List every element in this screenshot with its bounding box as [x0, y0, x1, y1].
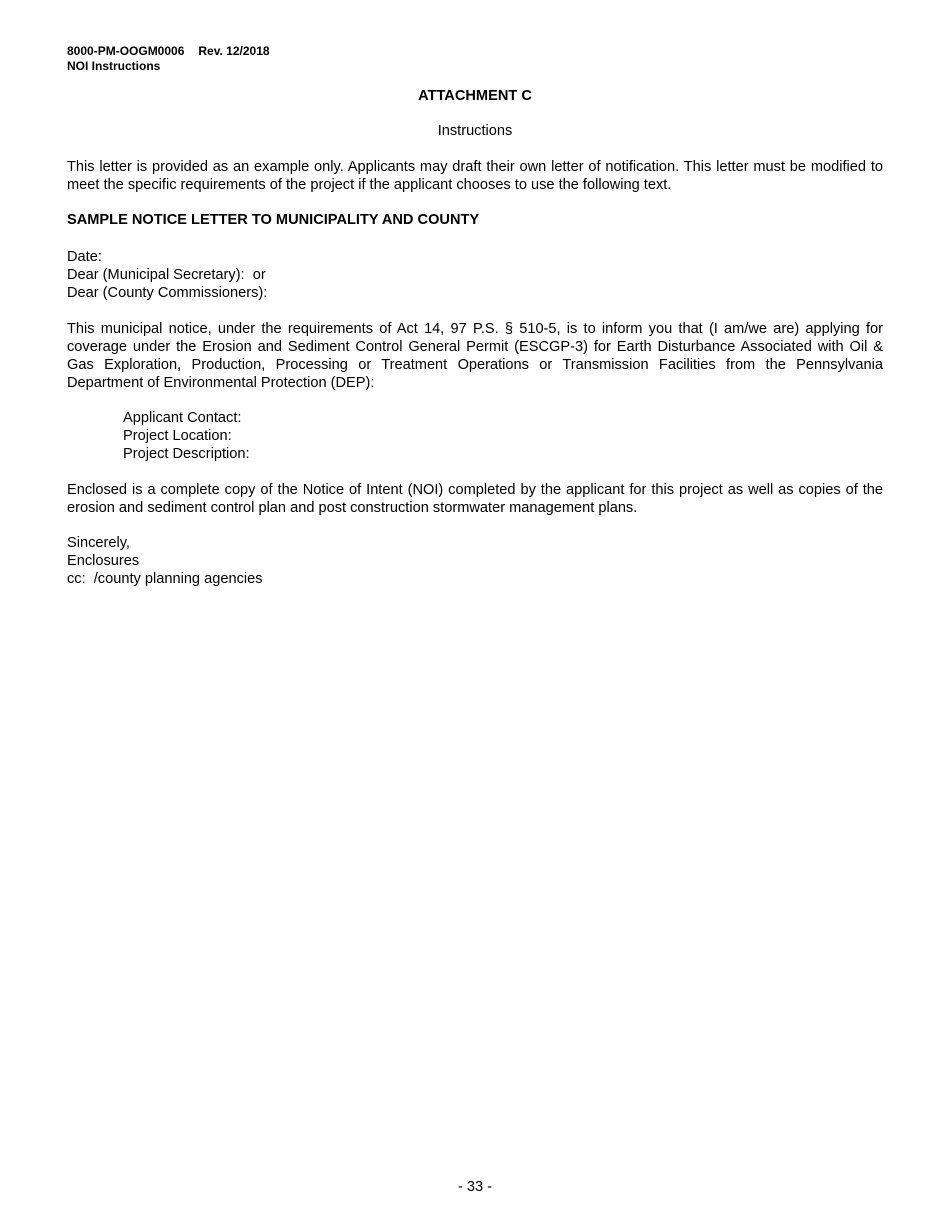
- form-number: 8000-PM-OOGM0006: [67, 44, 185, 58]
- intro-paragraph: This letter is provided as an example only. Applicants may draft their own letter of notification. This letter must be modified to meet the specific requirements of the project if the applicant chooses to use the following text.: [67, 159, 883, 193]
- page-subtitle: Instructions: [437, 123, 513, 139]
- page-title: ATTACHMENT C: [418, 88, 532, 104]
- section-heading: SAMPLE NOTICE LETTER TO MUNICIPALITY AND COUNTY: [67, 212, 480, 228]
- enclosed-paragraph: Enclosed is a complete copy of the Notice of Intent (NOI) completed by the applicant for this project as well as copies of the erosion and sediment control plan and post construction stormwater management plans.: [67, 482, 883, 516]
- date-line: Date:: [67, 249, 102, 265]
- applicant-contact-label: Applicant Contact:: [123, 410, 242, 426]
- header-line-1: [67, 44, 270, 59]
- salutation-block: [67, 248, 267, 302]
- dear-municipal-line: Dear (Municipal Secretary): or: [67, 267, 266, 283]
- enclosures-line: Enclosures: [67, 553, 140, 569]
- closing-block: [67, 534, 263, 588]
- cc-line: cc: /county planning agencies: [67, 571, 263, 587]
- document-name: NOI Instructions: [67, 58, 161, 73]
- revision-date: Rev. 12/2018: [198, 44, 270, 58]
- dear-county-line: Dear (County Commissioners):: [67, 285, 268, 301]
- project-location-label: Project Location:: [123, 428, 232, 444]
- sincerely-line: Sincerely,: [67, 535, 130, 551]
- page-number: - 33 -: [457, 1179, 493, 1195]
- project-fields-block: [123, 409, 250, 463]
- notice-paragraph: This municipal notice, under the requirements of Act 14, 97 P.S. § 510-5, is to inform you that (I am/we are) applying for coverage under the Erosion and Sediment Control General Permit (ESCGP-3) for Earth Disturbance Associated with Oil & Gas Exploration, Production, Processing or Treatment Operations or Transmission Facilities from the Pennsylvania Department of Environmental Protection (DEP):: [67, 321, 883, 391]
- project-description-label: Project Description:: [123, 446, 250, 462]
- document-header: [67, 44, 270, 73]
